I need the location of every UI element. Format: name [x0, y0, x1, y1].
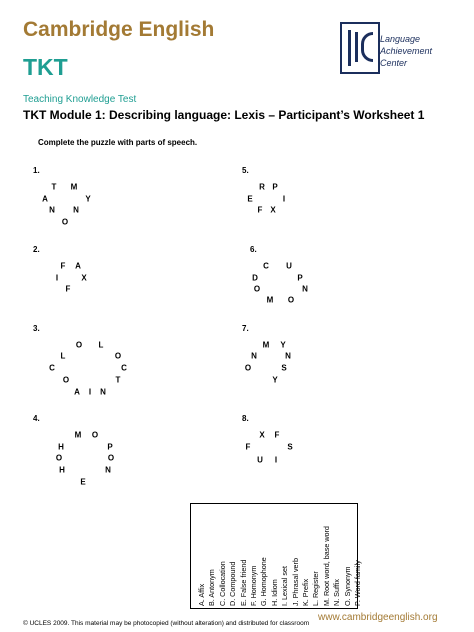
key-item: C. Collocation	[217, 561, 227, 606]
puzzle-letter: M	[74, 430, 82, 440]
puzzle-letter: N	[285, 351, 291, 361]
puzzle-letter: M	[70, 182, 78, 192]
key-item: B. Antonym	[207, 569, 217, 606]
puzzle-letter: D	[252, 273, 258, 283]
puzzle-letter: N	[302, 284, 308, 294]
lac-logo-mark	[340, 22, 380, 74]
answer-key-list	[197, 526, 364, 606]
puzzle-letter: F	[274, 430, 280, 440]
puzzle-letter: O	[62, 375, 70, 385]
key-item: P. Word family	[353, 560, 363, 606]
puzzle-letter: N	[105, 465, 111, 475]
puzzle-letter: P	[297, 273, 303, 283]
puzzle-letter: O	[55, 453, 63, 463]
puzzle-letter: L	[60, 351, 66, 361]
key-item: D. Compound	[228, 561, 238, 606]
key-item: O. Synonym	[342, 566, 352, 606]
key-item: I. Lexical set	[280, 566, 290, 606]
subtitle: Teaching Knowledge Test	[23, 94, 137, 105]
puzzle-letter: H	[59, 465, 65, 475]
key-item: F. Homonym	[249, 565, 259, 606]
logo-text-line-3: Center	[380, 58, 408, 68]
key-item: G. Homophone	[259, 557, 269, 606]
key-item: A. Affix	[197, 583, 206, 606]
puzzle-letter: F	[65, 284, 71, 294]
puzzle-letter: A	[75, 261, 81, 271]
puzzle-letter: F	[60, 261, 66, 271]
puzzle-letter: Y	[280, 340, 286, 350]
key-item: K. Prefix	[301, 578, 311, 606]
copyright-note: © UCLES 2009. This material may be photocopied (without alteration) and distributed for classroom	[23, 620, 310, 627]
puzzle-letter: M	[266, 295, 274, 305]
puzzle-letter: O	[91, 430, 99, 440]
puzzle-letter: O	[75, 340, 83, 350]
puzzle-letter: O	[287, 295, 295, 305]
puzzle-letter: O	[107, 453, 115, 463]
puzzle-letter: I	[274, 455, 278, 465]
puzzle-letter: A	[74, 387, 80, 397]
puzzle-letter: C	[263, 261, 269, 271]
key-item: N. Suffix	[332, 578, 342, 606]
key-item: J. Phrasal verb	[290, 558, 300, 606]
puzzle-letter: I	[282, 194, 286, 204]
logo-text-line-1: Language	[380, 34, 421, 44]
puzzle-letter: U	[286, 261, 292, 271]
puzzle-letter: P	[272, 182, 278, 192]
puzzle-letter: X	[81, 273, 87, 283]
puzzle-letter: S	[287, 442, 293, 452]
puzzle-letter: Y	[272, 375, 278, 385]
puzzle-number: 7.	[242, 324, 249, 333]
puzzle-letter: H	[58, 442, 64, 452]
worksheet-title: TKT Module 1: Describing language: Lexis – Participant’s Worksheet 1	[23, 108, 425, 122]
puzzle-letter: U	[257, 455, 263, 465]
puzzle-letter: N	[100, 387, 106, 397]
key-item: M. Root word, base word	[321, 526, 331, 606]
puzzle-letter: T	[115, 375, 121, 385]
product-name: TKT	[23, 54, 68, 80]
puzzle-letter: I	[88, 387, 92, 397]
puzzle-letter: S	[281, 363, 287, 373]
puzzle-letter: T	[51, 182, 57, 192]
puzzle-letter: L	[98, 340, 104, 350]
puzzle-number: 2.	[33, 245, 40, 254]
puzzle-letter: C	[49, 363, 55, 373]
puzzle-letter: O	[244, 363, 252, 373]
puzzle-letter: N	[73, 205, 79, 215]
website-link[interactable]: www.cambridgeenglish.org	[318, 612, 438, 623]
puzzle-letter: A	[42, 194, 48, 204]
puzzle-number: 4.	[33, 414, 40, 423]
logo-text-line-2: Achievement	[380, 46, 433, 56]
puzzle-number: 3.	[33, 324, 40, 333]
puzzle-letter: C	[121, 363, 127, 373]
puzzle-number: 5.	[242, 166, 249, 175]
puzzle-letter: E	[247, 194, 253, 204]
key-item: H. Idiom	[269, 579, 279, 606]
puzzle-letter: F	[257, 205, 263, 215]
puzzle-letter: X	[259, 430, 265, 440]
puzzle-letter: N	[49, 205, 55, 215]
key-item: E. False friend	[238, 559, 248, 606]
puzzle-letter: I	[55, 273, 59, 283]
puzzle-letter: M	[262, 340, 270, 350]
instruction: Complete the puzzle with parts of speech.	[38, 138, 198, 147]
puzzle-number: 8.	[242, 414, 249, 423]
puzzle-letter: O	[61, 217, 69, 227]
puzzle-number: 6.	[250, 245, 257, 254]
brand-name: Cambridge English	[23, 18, 215, 41]
puzzle-letter: O	[114, 351, 122, 361]
puzzle-letter: Y	[85, 194, 91, 204]
puzzle-letter: P	[107, 442, 113, 452]
puzzle-letter: E	[80, 477, 86, 487]
puzzle-number: 1.	[33, 166, 40, 175]
puzzle-letter: X	[270, 205, 276, 215]
puzzle-letter: F	[245, 442, 251, 452]
puzzle-letter: R	[259, 182, 265, 192]
puzzle-letter: O	[253, 284, 261, 294]
key-item: L. Register	[311, 571, 321, 606]
puzzle-letter: N	[251, 351, 257, 361]
